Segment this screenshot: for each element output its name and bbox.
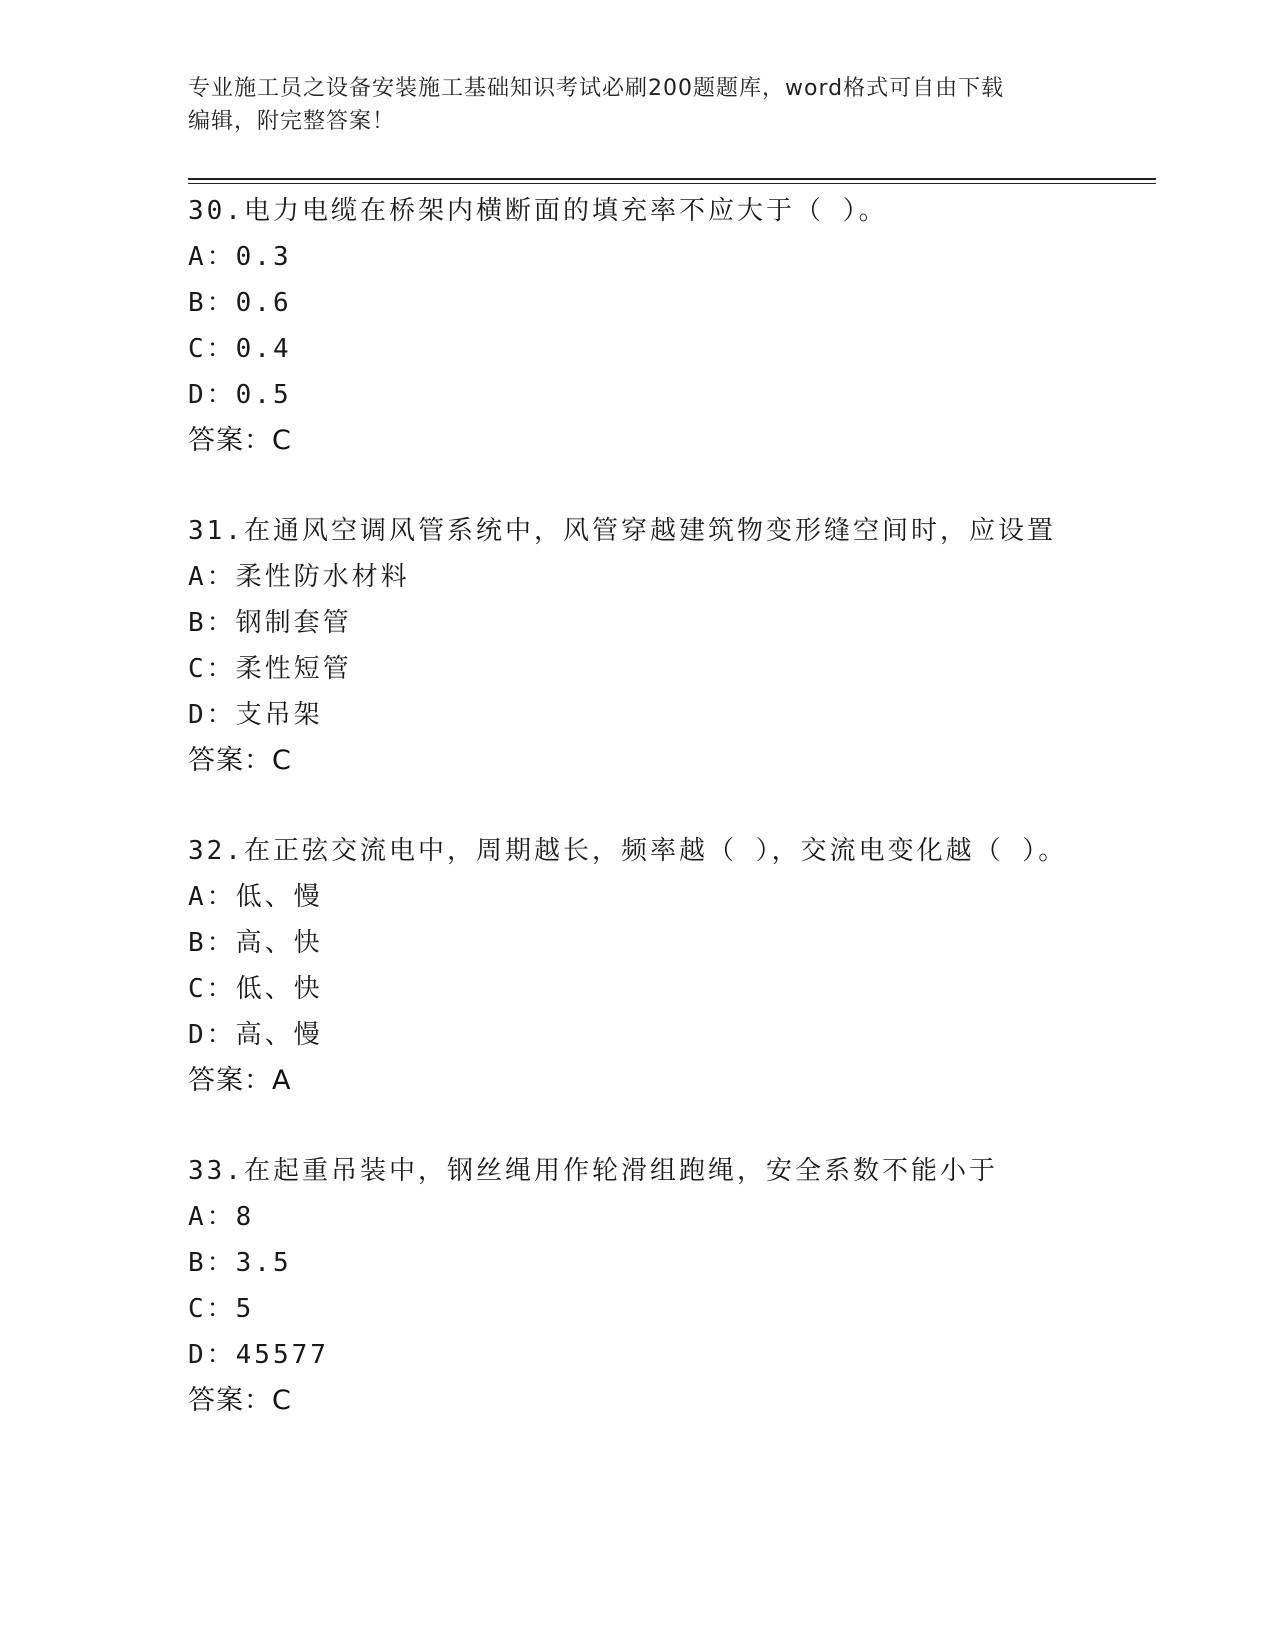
answer-value: C: [272, 1385, 292, 1416]
option-letter: A：: [188, 242, 236, 272]
option-letter: C：: [188, 1294, 236, 1324]
option-a: [188, 234, 1188, 280]
option-text: 0.3: [235, 242, 292, 272]
option-text: 3.5: [235, 1248, 292, 1278]
option-text: 0.6: [235, 288, 292, 318]
option-a: [188, 554, 1188, 600]
question-list: [188, 188, 1188, 1468]
question-text: [188, 188, 1188, 234]
answer-value: A: [272, 1065, 292, 1096]
question-number: 33.: [188, 1156, 244, 1186]
question-stem: 电力电缆在桥架内横断面的填充率不应大于（ ）。: [243, 196, 888, 226]
option-letter: D：: [188, 1020, 236, 1050]
header-line-1: 专业施工员之设备安装施工基础知识考试必刷200题题库，word格式可自由下载: [188, 76, 1005, 101]
answer-line: [188, 1378, 1188, 1424]
option-letter: C：: [188, 974, 236, 1004]
option-b: [188, 280, 1188, 326]
question-text: [188, 828, 1188, 874]
option-letter: D：: [188, 700, 236, 730]
option-letter: B：: [188, 928, 236, 958]
option-b: [188, 920, 1188, 966]
option-letter: D：: [188, 380, 236, 410]
option-text: 0.4: [235, 334, 292, 364]
question-text: [188, 508, 1188, 554]
option-letter: A：: [188, 882, 236, 912]
option-text: 低、慢: [235, 882, 323, 912]
question-number: 32.: [188, 836, 244, 866]
option-letter: B：: [188, 1248, 236, 1278]
option-letter: A：: [188, 562, 236, 592]
option-d: [188, 1012, 1188, 1058]
option-b: [188, 1240, 1188, 1286]
option-text: 5: [235, 1294, 255, 1324]
option-text: 柔性防水材料: [235, 562, 410, 592]
option-c: [188, 966, 1188, 1012]
option-text: 高、慢: [235, 1020, 323, 1050]
option-letter: A：: [188, 1202, 236, 1232]
header-line-2: 编辑，附完整答案！: [188, 109, 396, 134]
question-30: [188, 188, 1188, 464]
option-a: [188, 1194, 1188, 1240]
option-letter: C：: [188, 654, 236, 684]
question-stem: 在通风空调风管系统中，风管穿越建筑物变形缝空间时，应设置: [243, 516, 1056, 546]
option-d: [188, 1332, 1188, 1378]
option-text: 0.5: [235, 380, 292, 410]
option-text: 钢制套管: [235, 608, 352, 638]
question-32: [188, 828, 1188, 1104]
option-letter: B：: [188, 288, 236, 318]
option-letter: B：: [188, 608, 236, 638]
question-33: [188, 1148, 1188, 1424]
answer-value: C: [272, 425, 292, 456]
question-number: 30.: [188, 196, 244, 226]
question-stem: 在起重吊装中，钢丝绳用作轮滑组跑绳，安全系数不能小于: [243, 1156, 998, 1186]
answer-line: [188, 738, 1188, 784]
answer-line: [188, 1058, 1188, 1104]
option-c: [188, 646, 1188, 692]
answer-label: 答案：: [188, 745, 272, 776]
question-number: 31.: [188, 516, 244, 546]
option-text: 45577: [235, 1340, 329, 1370]
answer-label: 答案：: [188, 1065, 272, 1096]
answer-label: 答案：: [188, 1385, 272, 1416]
option-text: 8: [235, 1202, 255, 1232]
option-text: 柔性短管: [235, 654, 352, 684]
option-letter: C：: [188, 334, 236, 364]
answer-line: [188, 418, 1188, 464]
option-c: [188, 1286, 1188, 1332]
option-d: [188, 372, 1188, 418]
option-text: 支吊架: [235, 700, 323, 730]
header-divider-thin: [188, 183, 1156, 184]
header-divider-thick: [188, 178, 1156, 180]
question-text: [188, 1148, 1188, 1194]
option-b: [188, 600, 1188, 646]
question-31: [188, 508, 1188, 784]
question-stem: 在正弦交流电中，周期越长，频率越（ ），交流电变化越（ ）。: [243, 836, 1068, 866]
answer-label: 答案：: [188, 425, 272, 456]
option-c: [188, 326, 1188, 372]
option-letter: D：: [188, 1340, 236, 1370]
answer-value: C: [272, 745, 292, 776]
document-header: [188, 72, 1108, 138]
option-text: 低、快: [235, 974, 323, 1004]
option-a: [188, 874, 1188, 920]
option-d: [188, 692, 1188, 738]
option-text: 高、快: [235, 928, 323, 958]
